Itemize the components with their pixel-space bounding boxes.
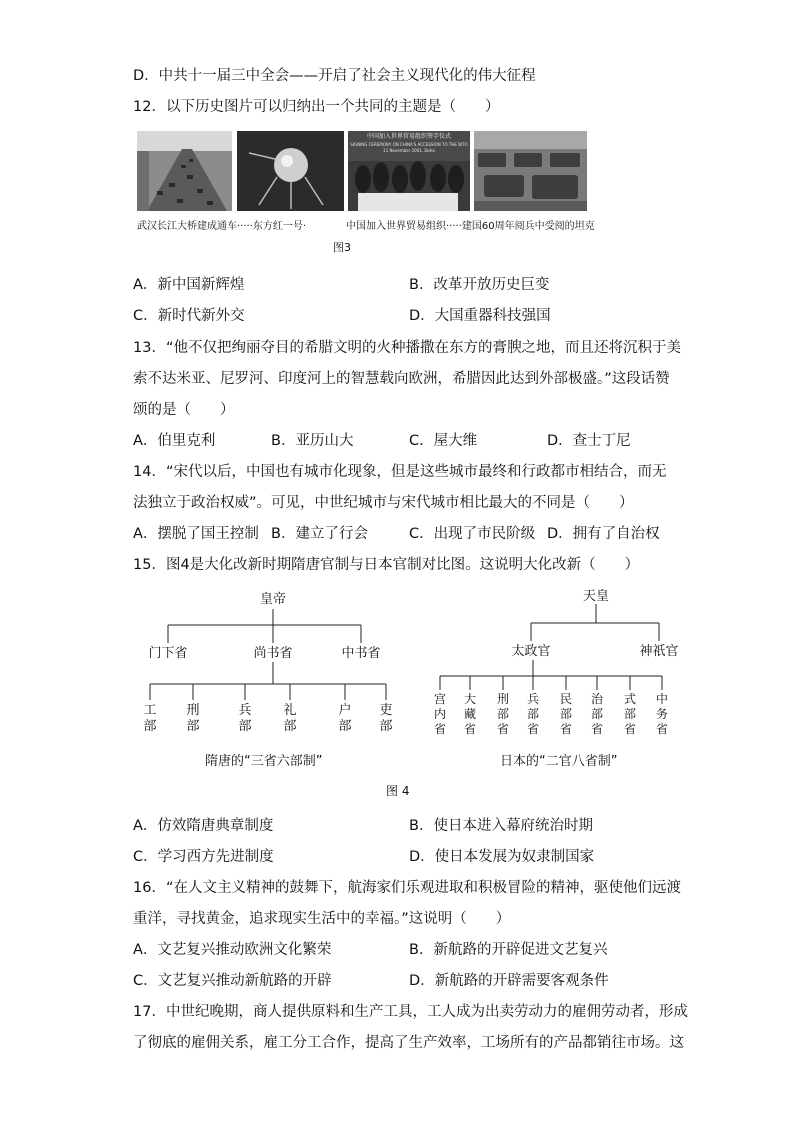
- q15-option-a[interactable]: A．仿效隋唐典章制度: [133, 818, 274, 834]
- q16-option-b[interactable]: B．新航路的开辟促进文艺复兴: [409, 942, 608, 958]
- chart-left-zhongshu: 中书省: [341, 646, 381, 661]
- chart-right-ministry-shikibu: 式部省: [623, 692, 636, 736]
- question-14-stem-line-1: 14．“宋代以后，中国也有城市化现象，但是这些城市最终和行政都市相结合，而无: [133, 464, 667, 480]
- chart-left-caption: 隋唐的“三省六部制”: [205, 754, 323, 769]
- photo-wto-banner-en: SIGNING CEREMONY ON CHINA'S ACCESSION TO THE WTO: [350, 142, 468, 147]
- q13-option-d[interactable]: D．查士丁尼: [547, 433, 631, 449]
- chart-left-ministry-works: 工部: [143, 703, 157, 734]
- q15-option-d[interactable]: D．使日本发展为奴隶制国家: [409, 849, 595, 865]
- question-13-stem-line-2: 索不达米亚、尼罗河、印度河上的智慧载向欧洲，希腊因此达到外部极盛。”这段话赞: [133, 371, 670, 387]
- q12-option-a[interactable]: A．新中国新辉煌: [133, 277, 245, 293]
- question-14-stem-line-2: 法独立于政治权威”。可见，中世纪城市与宋代城市相比最大的不同是（ ）: [133, 495, 634, 511]
- q14-option-a[interactable]: A．摆脱了国王控制: [133, 526, 259, 542]
- q12-option-d[interactable]: D．大国重器科技强国: [409, 308, 551, 324]
- question-15-stem: 15．图4是大化改新时期隋唐官制与日本官制对比图。这说明大化改新（ ）: [133, 557, 640, 573]
- chart-right-caption: 日本的“二官八省制”: [500, 754, 618, 769]
- q16-option-a[interactable]: A．文艺复兴推动欧洲文化繁荣: [133, 942, 332, 958]
- figure-3-label: 图3: [333, 241, 351, 254]
- question-13-stem-line-3: 颂的是（ ）: [133, 402, 235, 418]
- photo-wto-banner-date: 11 November 2001, Doha: [383, 148, 435, 153]
- chart-right-ministry-okura: 大藏省: [463, 692, 476, 736]
- q15-option-b[interactable]: B．使日本进入幕府统治时期: [409, 818, 593, 834]
- q14-option-b[interactable]: B．建立了行会: [271, 526, 368, 542]
- q16-option-c[interactable]: C．文艺复兴推动新航路的开辟: [133, 973, 332, 989]
- chart-left-menxia: 门下省: [148, 646, 188, 661]
- previous-question-option-d: D．中共十一届三中全会——开启了社会主义现代化的伟大征程: [133, 68, 536, 84]
- q13-option-a[interactable]: A．伯里克利: [133, 433, 216, 449]
- chart-right-tenno: 天皇: [582, 589, 610, 604]
- chart-right-jingikan: 神祇官: [639, 644, 679, 659]
- q12-option-b[interactable]: B．改革开放历史巨变: [409, 277, 550, 293]
- question-12-stem: 12．以下历史图片可以归纳出一个共同的主题是（ ）: [133, 99, 500, 115]
- chart-right-daijokan: 太政官: [511, 644, 551, 659]
- q14-option-d[interactable]: D．拥有了自治权: [547, 526, 660, 542]
- question-13-stem-line-1: 13．“他不仅把绚丽夺目的希腊文明的火种播撒在东方的膏腴之地，而且还将沉积于美: [133, 340, 681, 356]
- question-17-stem-line-2: 了彻底的雇佣关系，雇工分工合作，提高了生产效率，工场所有的产品都销往市场。这: [133, 1035, 684, 1051]
- chart-left-ministry-rites: 礼部: [283, 703, 297, 734]
- q12-option-c[interactable]: C．新时代新外交: [133, 308, 245, 324]
- chart-right-ministry-kunai: 宫内省: [433, 692, 446, 736]
- chart-right-ministry-gyobu: 刑部省: [496, 692, 509, 736]
- question-16-stem-line-1: 16．“在人文主义精神的鼓舞下，航海家们乐观进取和积极冒险的精神，驱使他们远渡: [133, 880, 681, 896]
- question-17-stem-line-1: 17．中世纪晚期，商人提供原料和生产工具，工人成为出卖劳动力的雇佣劳动者，形成: [133, 1004, 688, 1020]
- chart-right-ministry-hyobu: 兵部省: [526, 692, 539, 736]
- q15-option-c[interactable]: C．学习西方先进制度: [133, 849, 274, 865]
- q16-option-d[interactable]: D．新航路的开辟需要客观条件: [409, 973, 609, 989]
- question-16-stem-line-2: 重洋，寻找黄金，追求现实生活中的幸福。”这说明（ ）: [133, 911, 511, 927]
- chart-left-ministry-war: 兵部: [238, 703, 252, 734]
- chart-left-ministry-personnel: 吏部: [379, 703, 393, 734]
- q14-option-c[interactable]: C．出现了市民阶级: [409, 526, 536, 542]
- chart-right-ministry-minbu: 民部省: [559, 692, 572, 736]
- photo-wto-banner: 中国加入世界贸易组织签字仪式: [366, 133, 451, 140]
- chart-left-emperor: 皇帝: [259, 592, 287, 607]
- figure-4-label: 图 4: [386, 784, 410, 798]
- chart-left-shangshu: 尚书省: [253, 646, 293, 661]
- q13-option-b[interactable]: B．亚历山大: [271, 433, 354, 449]
- chart-left-ministry-justice: 刑部: [186, 703, 200, 734]
- q13-option-c[interactable]: C．屋大维: [409, 433, 478, 449]
- photo-caption-right: 中国加入世界贸易组织·····建国60周年阅兵中受阅的坦克: [346, 221, 595, 232]
- chart-right-ministry-nakatsukasa: 中务省: [655, 692, 668, 736]
- photo-caption-left: 武汉长江大桥建成通车·····东方红一号·: [137, 221, 307, 232]
- chart-right-ministry-jibu: 治部省: [590, 692, 603, 736]
- chart-left-ministry-revenue: 户部: [338, 703, 352, 734]
